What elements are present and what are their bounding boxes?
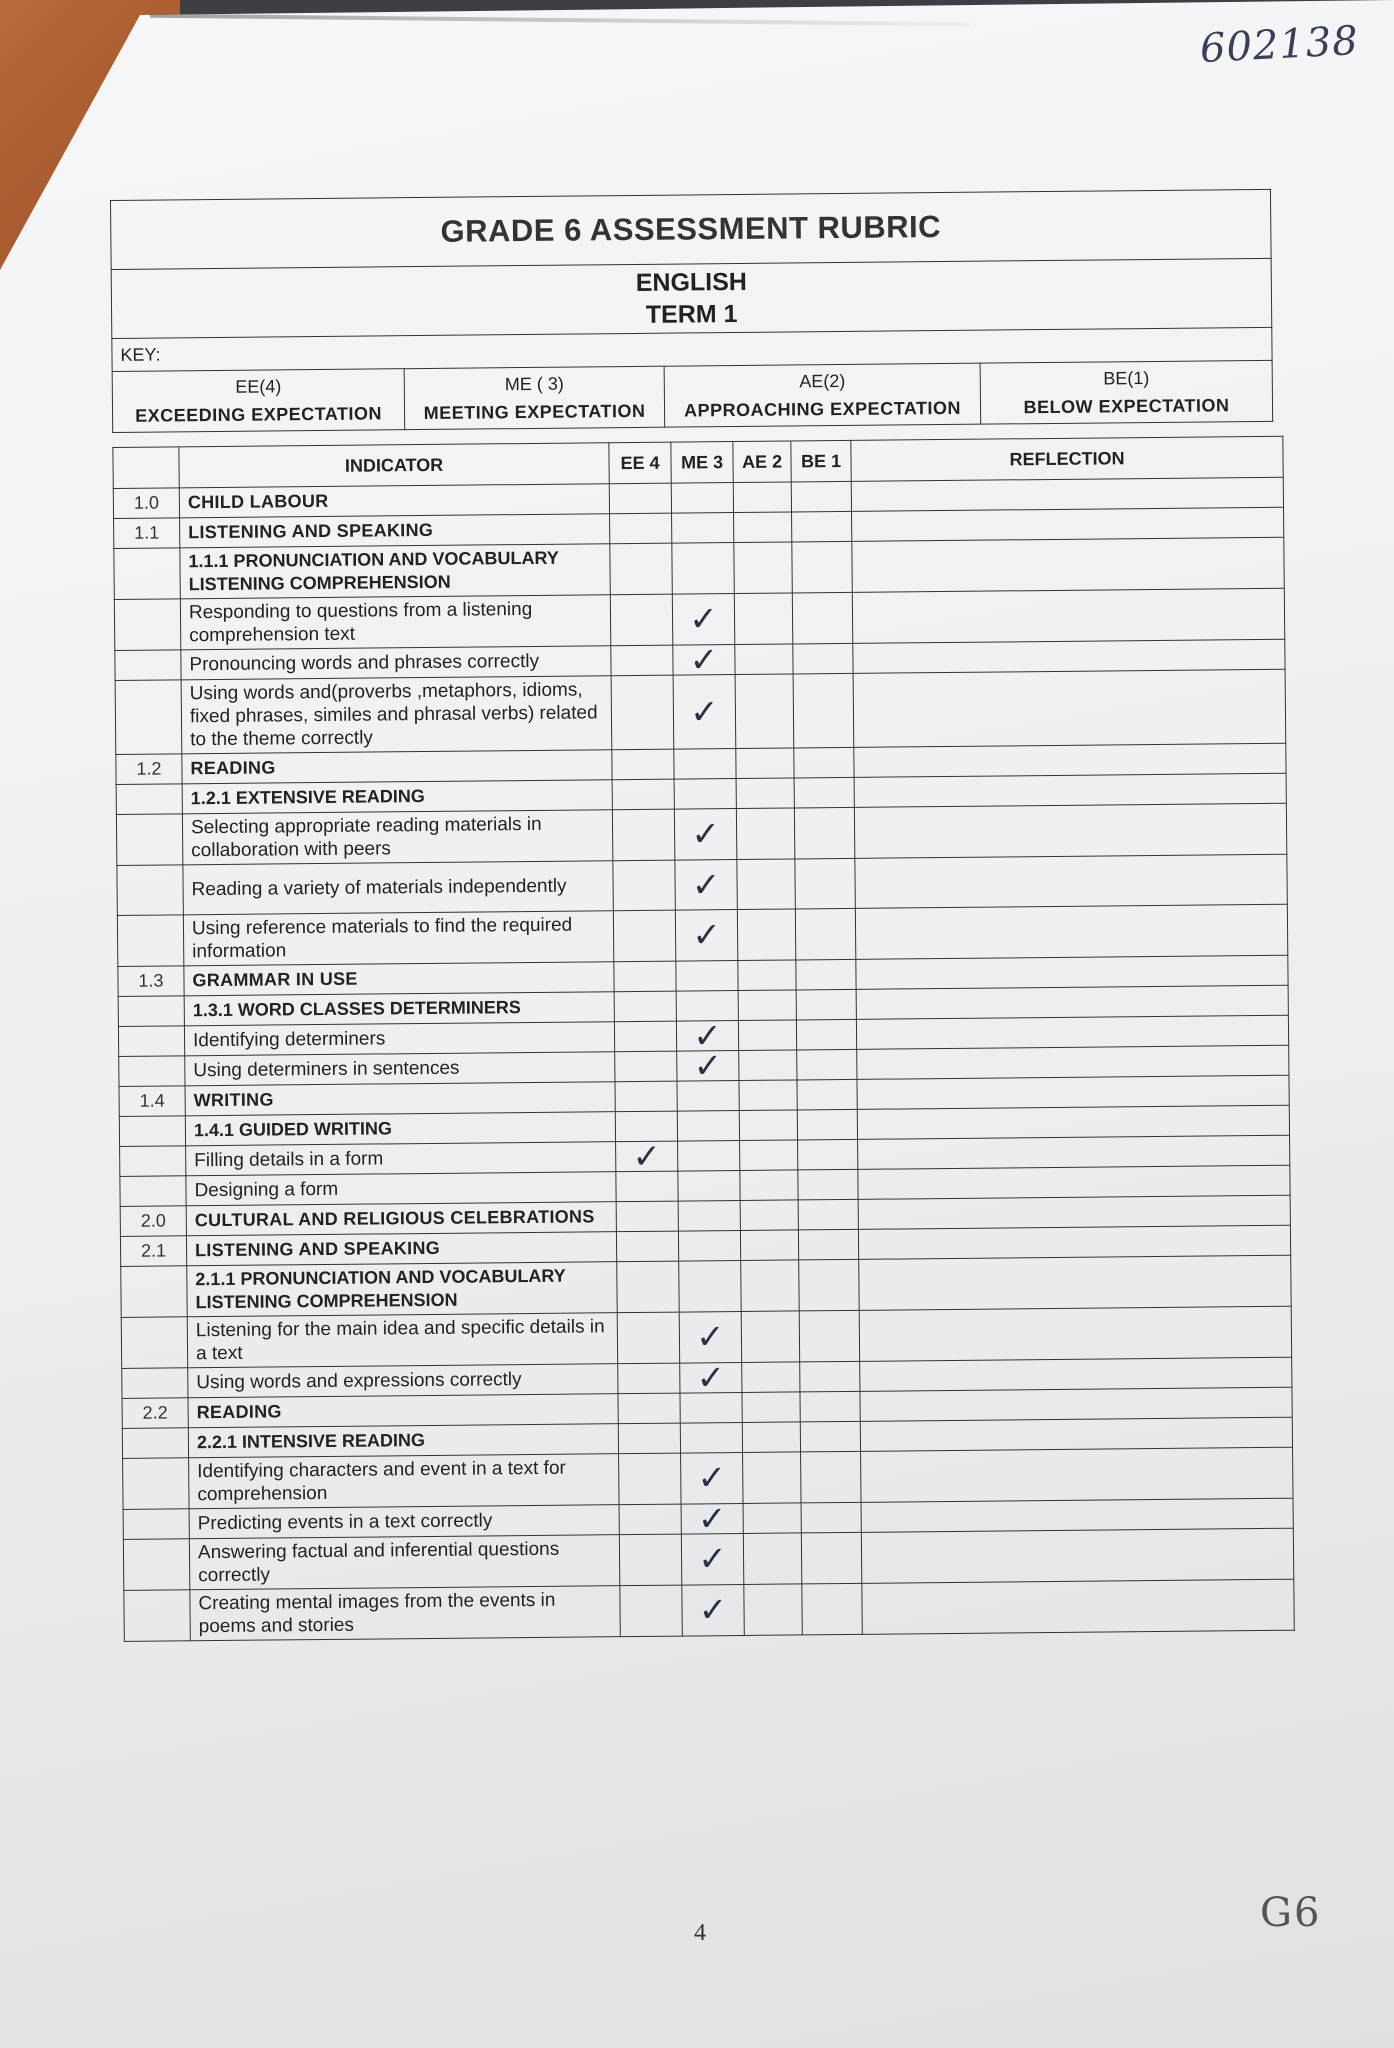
ee-header: EE 4 — [609, 442, 671, 484]
ee-mark-cell — [619, 1534, 681, 1586]
be-mark-cell — [798, 1229, 858, 1260]
me-mark-cell — [672, 513, 734, 544]
ae-mark-cell — [737, 909, 795, 961]
ae-mark-cell — [734, 542, 792, 594]
row-number — [121, 1317, 187, 1369]
be-mark-cell — [791, 481, 851, 512]
reflection-cell — [856, 1015, 1288, 1049]
subject-term — [111, 258, 1272, 338]
be-mark-cell — [794, 747, 854, 778]
ee-mark-cell — [614, 1021, 676, 1052]
key-level-full: BELOW EXPECTATION — [1023, 395, 1230, 418]
ae-mark-cell — [740, 1170, 798, 1201]
row-number — [114, 599, 180, 651]
reflection-cell — [852, 588, 1284, 643]
indicator-cell: Reading a variety of materials independently — [183, 861, 613, 915]
row-number — [114, 548, 180, 600]
me-mark-cell: ✓ — [674, 809, 736, 861]
key-level-ee — [112, 369, 405, 433]
ee-mark-cell — [612, 749, 674, 780]
row-number — [120, 1146, 186, 1177]
ee-mark-cell — [610, 594, 672, 646]
reflection-cell — [860, 1357, 1292, 1391]
reflection-cell — [858, 1135, 1290, 1169]
indicator-cell: Using reference materials to find the required information — [183, 911, 613, 966]
be-mark-cell — [800, 1391, 860, 1422]
indicator-cell: Listening for the main idea and specific details in a text — [187, 1313, 617, 1368]
indicator-cell: 1.3.1 WORD CLASSES DETERMINERS — [184, 992, 614, 1026]
key-level-abbr: BE(1) — [1103, 368, 1150, 389]
be-mark-cell — [794, 777, 854, 808]
be-mark-cell — [796, 989, 856, 1020]
indicator-cell: Selecting appropriate reading materials in collaboration with peers — [182, 810, 612, 865]
handwritten-id: 602138 — [1198, 17, 1360, 73]
ee-mark-cell — [616, 1231, 678, 1262]
ee-mark-cell — [614, 961, 676, 992]
me-mark-cell: ✓ — [672, 594, 734, 646]
me-mark-cell — [674, 749, 736, 780]
be-mark-cell — [800, 1421, 860, 1452]
table-row — [124, 1579, 1294, 1641]
be-mark-cell — [796, 1019, 856, 1050]
indicator-cell: CHILD LABOUR — [179, 484, 609, 518]
me-mark-cell — [676, 961, 738, 992]
me-mark-cell: ✓ — [681, 1503, 743, 1534]
row-number — [119, 1056, 185, 1087]
be-mark-cell — [800, 1361, 860, 1392]
me-mark-cell — [679, 1260, 741, 1312]
reflection-cell — [860, 1387, 1292, 1421]
row-number: 1.0 — [113, 488, 179, 519]
rubric-sheet — [110, 189, 1294, 1642]
reflection-cell — [853, 639, 1285, 673]
be-mark-cell — [792, 511, 852, 542]
ae-mark-cell — [738, 990, 796, 1021]
reflection-cell — [861, 1447, 1293, 1502]
reflection-cell — [857, 1045, 1289, 1079]
me-mark-cell — [678, 1230, 740, 1261]
row-number — [117, 915, 183, 967]
key-level-me — [404, 366, 665, 429]
me-mark-cell — [680, 1422, 742, 1453]
grade-mark: G6 — [1260, 1890, 1322, 1936]
ae-mark-cell — [741, 1311, 799, 1363]
ee-mark-cell — [615, 1051, 677, 1082]
num-header — [113, 447, 179, 489]
ee-mark-cell — [611, 645, 673, 676]
row-number — [123, 1458, 189, 1510]
be-mark-cell — [792, 541, 852, 593]
key-level-full: APPROACHING EXPECTATION — [684, 397, 962, 421]
me-mark-cell — [672, 543, 734, 595]
be-mark-cell — [799, 1259, 859, 1311]
indicator-cell: CULTURAL AND RELIGIOUS CELEBRATIONS — [186, 1202, 616, 1236]
ee-mark-cell — [618, 1393, 680, 1424]
be-mark-cell — [795, 858, 855, 909]
be-mark-cell — [792, 592, 852, 644]
row-number — [124, 1590, 190, 1642]
key-level-be — [980, 360, 1273, 424]
ae-mark-cell — [739, 1080, 797, 1111]
be-mark-cell — [795, 908, 855, 960]
be-header: BE 1 — [791, 440, 851, 482]
row-number: 1.3 — [118, 966, 184, 997]
ae-mark-cell — [742, 1392, 800, 1423]
me-mark-cell: ✓ — [677, 1051, 739, 1082]
indicator-cell: Using words and(proverbs ,metaphors, idioms, fixed phrases, similes and phrasal verbs) related to the theme correctly — [181, 676, 612, 754]
indicator-cell: GRAMMAR IN USE — [184, 962, 614, 996]
page-number: 4 — [694, 1920, 706, 1946]
reflection-cell — [857, 1105, 1289, 1139]
reflection-cell — [861, 1498, 1293, 1532]
reflection-cell — [859, 1306, 1291, 1361]
me-mark-cell: ✓ — [675, 910, 737, 962]
row-number — [115, 650, 181, 681]
ae-mark-cell — [733, 482, 791, 513]
row-number: 2.2 — [122, 1398, 188, 1429]
ee-mark-cell — [614, 991, 676, 1022]
row-number: 2.0 — [120, 1206, 186, 1237]
ae-mark-cell — [736, 748, 794, 779]
ae-mark-cell — [736, 808, 794, 860]
ae-mark-cell — [744, 1584, 802, 1636]
reflection-cell — [857, 1075, 1289, 1109]
be-mark-cell — [797, 1079, 857, 1110]
reflection-cell — [852, 507, 1284, 541]
indicator-cell: Predicting events in a text correctly — [189, 1505, 619, 1539]
me-mark-cell — [678, 1200, 740, 1231]
ae-mark-cell — [741, 1260, 799, 1312]
ee-mark-cell — [617, 1261, 679, 1313]
row-number — [119, 1116, 185, 1147]
ee-mark-cell — [610, 513, 672, 544]
indicator-cell: 1.2.1 EXTENSIVE READING — [182, 780, 612, 814]
term-label: TERM 1 — [645, 299, 738, 329]
indicator-cell: Using words and expressions correctly — [188, 1364, 618, 1398]
be-mark-cell — [797, 1109, 857, 1140]
be-mark-cell — [801, 1451, 861, 1503]
indicator-cell: Filling details in a form — [186, 1142, 616, 1176]
row-number — [116, 814, 182, 866]
ee-mark-cell — [612, 809, 674, 861]
be-mark-cell — [798, 1139, 858, 1170]
be-mark-cell — [793, 673, 854, 748]
indicator-cell: Designing a form — [186, 1172, 616, 1206]
row-number — [115, 680, 182, 755]
indicator-cell: Responding to questions from a listening comprehension text — [180, 595, 610, 650]
row-number — [122, 1368, 188, 1399]
ee-mark-cell — [613, 860, 675, 911]
reflection-cell — [855, 904, 1287, 959]
reflection-cell — [856, 955, 1288, 989]
indicator-cell: 1.1.1 PRONUNCIATION AND VOCABULARY LISTENING COMPREHENSION — [180, 544, 610, 599]
be-mark-cell — [798, 1169, 858, 1200]
ae-mark-cell — [740, 1230, 798, 1261]
reflection-cell — [858, 1225, 1290, 1259]
row-number: 2.1 — [120, 1236, 186, 1267]
key-level-ae — [664, 363, 981, 427]
ae-mark-cell — [740, 1200, 798, 1231]
me-mark-cell: ✓ — [673, 675, 736, 750]
ee-mark-cell — [617, 1312, 679, 1364]
rubric-body — [113, 477, 1294, 1641]
me-mark-cell — [678, 1170, 740, 1201]
ee-mark-cell — [613, 910, 675, 962]
row-number — [116, 784, 182, 815]
indicator-cell: WRITING — [185, 1082, 615, 1116]
ae-mark-cell — [735, 674, 794, 749]
indicator-cell: Answering factual and inferential questions correctly — [189, 1535, 619, 1590]
me-mark-cell: ✓ — [680, 1362, 742, 1393]
row-number: 1.4 — [119, 1086, 185, 1117]
ae-mark-cell — [739, 1050, 797, 1081]
ee-mark-cell — [611, 675, 674, 750]
ae-mark-cell — [742, 1362, 800, 1393]
ae-mark-cell — [743, 1533, 801, 1585]
row-number — [121, 1266, 187, 1318]
ae-mark-cell — [734, 593, 792, 645]
indicator-cell: Pronouncing words and phrases correctly — [181, 646, 611, 680]
reflection-cell — [861, 1528, 1293, 1583]
key-levels — [112, 360, 1273, 432]
key-level-abbr: EE(4) — [235, 376, 282, 397]
me-mark-cell: ✓ — [681, 1452, 743, 1504]
ae-mark-cell — [743, 1503, 801, 1534]
reflection-cell — [859, 1255, 1291, 1310]
me-mark-cell: ✓ — [681, 1533, 743, 1585]
key-level-full: EXCEEDING EXPECTATION — [135, 403, 383, 426]
be-mark-cell — [794, 807, 854, 859]
reflection-cell — [853, 669, 1286, 747]
be-mark-cell — [801, 1532, 861, 1584]
indicator-cell: Identifying determiners — [184, 1022, 614, 1056]
me-mark-cell — [674, 779, 736, 810]
indicator-cell: 2.1.1 PRONUNCIATION AND VOCABULARY LISTENING COMPREHENSION — [187, 1262, 617, 1317]
reflection-header: REFLECTION — [851, 436, 1283, 481]
be-mark-cell — [796, 959, 856, 990]
ae-mark-cell — [738, 1020, 796, 1051]
reflection-cell — [856, 985, 1288, 1019]
reflection-cell — [854, 803, 1286, 858]
ae-mark-cell — [738, 960, 796, 991]
row-number — [118, 1026, 184, 1057]
ee-mark-cell — [618, 1363, 680, 1394]
ae-mark-cell — [737, 859, 795, 910]
ee-mark-cell: ✓ — [616, 1141, 678, 1172]
me-header: ME 3 — [671, 442, 733, 484]
ee-mark-cell — [615, 1081, 677, 1112]
me-mark-cell: ✓ — [682, 1584, 744, 1636]
rubric-header — [110, 189, 1273, 433]
row-number — [118, 996, 184, 1027]
be-mark-cell — [798, 1199, 858, 1230]
ae-mark-cell — [736, 778, 794, 809]
me-mark-cell: ✓ — [675, 860, 737, 911]
reflection-cell — [854, 773, 1286, 807]
me-mark-cell: ✓ — [676, 1021, 738, 1052]
key-label: KEY: — [112, 327, 1272, 371]
page-title: GRADE 6 ASSESSMENT RUBRIC — [111, 189, 1272, 269]
indicator-cell: Identifying characters and event in a text for comprehension — [189, 1454, 619, 1509]
be-mark-cell — [799, 1310, 859, 1362]
indicator-cell: READING — [188, 1394, 618, 1428]
be-mark-cell — [797, 1049, 857, 1080]
ee-mark-cell — [619, 1453, 681, 1505]
me-mark-cell — [677, 1111, 739, 1142]
indicator-cell: 2.2.1 INTENSIVE READING — [188, 1424, 618, 1458]
row-number — [123, 1509, 189, 1540]
ee-mark-cell — [620, 1585, 682, 1637]
row-number — [123, 1539, 189, 1591]
reflection-cell — [855, 854, 1287, 908]
row-number — [120, 1176, 186, 1207]
ae-mark-cell — [739, 1110, 797, 1141]
indicator-cell: LISTENING AND SPEAKING — [186, 1232, 616, 1266]
indicator-cell: READING — [182, 750, 612, 784]
me-mark-cell — [671, 483, 733, 514]
reflection-cell — [858, 1165, 1290, 1199]
row-number — [122, 1428, 188, 1459]
table-row — [115, 669, 1286, 754]
reflection-cell — [858, 1195, 1290, 1229]
rubric-table — [112, 436, 1294, 1642]
me-mark-cell: ✓ — [679, 1311, 741, 1363]
me-mark-cell — [678, 1141, 740, 1172]
ee-mark-cell — [612, 779, 674, 810]
key-level-abbr: AE(2) — [799, 370, 846, 392]
be-mark-cell — [801, 1502, 861, 1533]
reflection-cell — [851, 477, 1283, 511]
be-mark-cell — [793, 643, 853, 674]
ae-header: AE 2 — [733, 441, 791, 483]
indicator-cell: 1.4.1 GUIDED WRITING — [185, 1112, 615, 1146]
ee-mark-cell — [609, 483, 671, 514]
ee-mark-cell — [616, 1201, 678, 1232]
me-mark-cell: ✓ — [673, 645, 735, 676]
ee-mark-cell — [618, 1423, 680, 1454]
key-level-abbr: ME ( 3) — [504, 373, 564, 395]
key-level-full: MEETING EXPECTATION — [423, 400, 646, 423]
be-mark-cell — [802, 1583, 862, 1635]
row-number: 1.2 — [116, 754, 182, 785]
ee-mark-cell — [619, 1504, 681, 1535]
reflection-cell — [852, 537, 1284, 592]
indicator-cell: LISTENING AND SPEAKING — [180, 514, 610, 548]
ae-mark-cell — [734, 512, 792, 543]
reflection-cell — [860, 1417, 1292, 1451]
indicator-cell: Using determiners in sentences — [185, 1052, 615, 1086]
reflection-cell — [862, 1579, 1294, 1634]
subject-label: ENGLISH — [635, 267, 748, 297]
ae-mark-cell — [743, 1452, 801, 1504]
ae-mark-cell — [742, 1422, 800, 1453]
indicator-header: INDICATOR — [179, 443, 609, 488]
indicator-cell: Creating mental images from the events in poems and stories — [190, 1586, 620, 1641]
row-number: 1.1 — [114, 518, 180, 549]
reflection-cell — [854, 743, 1286, 777]
ae-mark-cell — [740, 1140, 798, 1171]
ae-mark-cell — [735, 644, 793, 675]
row-number — [117, 865, 183, 916]
ee-mark-cell — [610, 543, 672, 595]
